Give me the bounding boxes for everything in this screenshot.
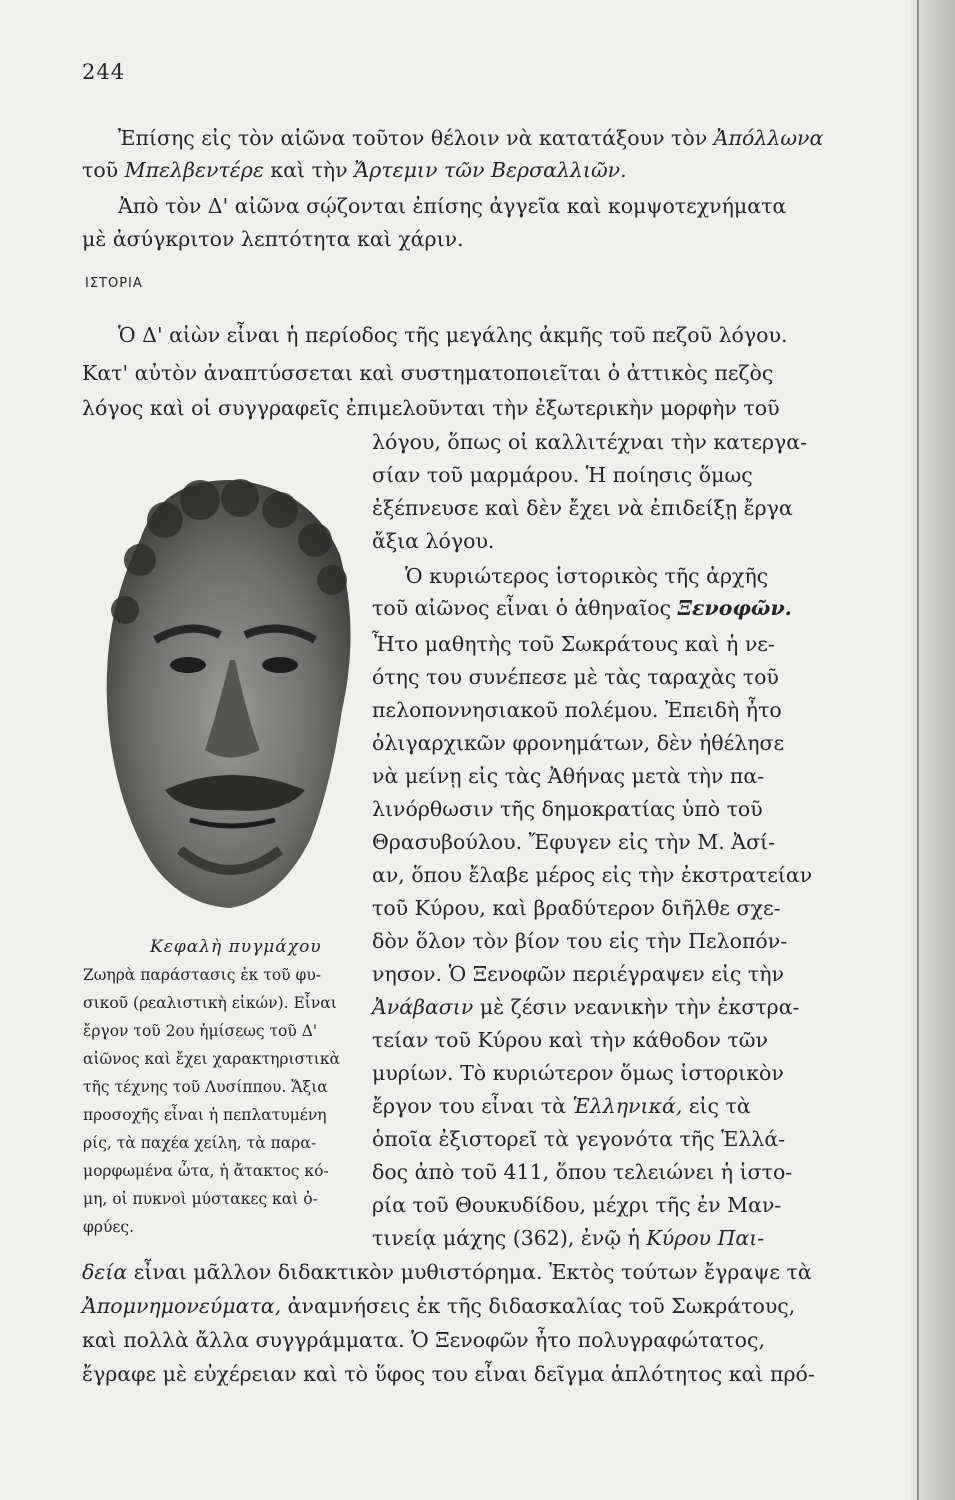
column-line: πελοποννησιακοῦ πολέμου. Ἐπειδὴ ἦτο — [372, 698, 782, 722]
column-line: ὁποῖα ἐξιστορεῖ τὰ γεγονότα τῆς Ἑλλά- — [372, 1127, 786, 1151]
body-line: Ὁ Δ' αἰὼν εἶναι ἡ περίοδος τῆς μεγάλης ἀκμῆς τοῦ πεζοῦ λόγου. — [118, 323, 788, 347]
intro-line-2: τοῦ Μπελβεντέρε καὶ τὴν Ἄρτεμιν τῶν Βερσαλλιῶν. — [82, 158, 627, 182]
column-line: τινείᾳ μάχης (362), ἐνῷ ἡ Κύρου Παι- — [372, 1226, 765, 1250]
caption-line: τῆς τέχνης τοῦ Λυσίππου. Ἄξια — [83, 1078, 328, 1096]
column-line: ἄξια λόγου. — [372, 529, 495, 553]
column-line: αν, ὅπου ἔλαβε μέρος εἰς τὴν ἐκστρατείαν — [372, 863, 813, 887]
column-line: λινόρθωσιν τῆς δημοκρατίας ὑπὸ τοῦ — [372, 797, 763, 821]
caption-line: μορφωμένα ὦτα, ἡ ἄτακτος κό- — [83, 1162, 329, 1180]
caption-line: Ζωηρὰ παράστασις ἐκ τοῦ φυ- — [83, 966, 322, 984]
column-line: τοῦ Κύρου, καὶ βραδύτερον διῆλθε σχε- — [372, 896, 781, 920]
body-line: Ἀπομνημονεύματα, ἀναμνήσεις ἐκ τῆς διδασκαλίας τοῦ Σωκράτους, — [82, 1294, 796, 1318]
column-line: δὸν ὅλον τὸν βίον του εἰς τὴν Πελοπόν- — [372, 929, 788, 953]
column-line: Ἦτο μαθητὴς τοῦ Σωκράτους καὶ ἡ νε- — [372, 632, 775, 656]
body-line: δεία εἶναι μᾶλλον διδακτικὸν μυθιστόρημα. Ἐκτὸς τούτων ἔγραψε τὰ — [82, 1260, 812, 1284]
intro-line-4: μὲ ἀσύγκριτον λεπτότητα καὶ χάριν. — [82, 227, 464, 251]
caption-line: μη, οἱ πυκνοὶ μύστακες καὶ ὀ- — [83, 1190, 318, 1208]
caption-line: φρύες. — [83, 1218, 135, 1236]
caption-title: Κεφαλὴ πυγμάχου — [150, 937, 322, 957]
section-heading: ΙΣΤΟΡΙΑ — [85, 276, 143, 291]
column-line: νὰ μείνῃ εἰς τὰς Ἀθήνας μετὰ τὴν πα- — [372, 764, 765, 788]
column-line: λόγου, ὅπως οἱ καλλιτέχναι τὴν κατεργα- — [372, 430, 808, 454]
column-line: Ὁ κυριώτερος ἱστορικὸς τῆς ἀρχῆς — [405, 564, 769, 588]
column-line: ἔργον του εἶναι τὰ Ἑλληνικά, εἰς τὰ — [372, 1094, 751, 1118]
column-line: ἐξέπνευσε καὶ δὲν ἔχει νὰ ἐπιδείξῃ ἔργα — [372, 496, 793, 520]
page-binding-line — [917, 0, 919, 1500]
page-number: 244 — [82, 60, 126, 84]
column-line: νησον. Ὁ Ξενοφῶν περιέγραψεν εἰς τὴν — [372, 962, 784, 986]
column-line: δος ἀπὸ τοῦ 411, ὅπου τελειώνει ἡ ἱστο- — [372, 1160, 793, 1184]
boxer-head-illustration — [80, 460, 362, 920]
body-line: Κατ' αὐτὸν ἀναπτύσσεται καὶ συστηματοποιεῖται ὁ ἀττικὸς πεζὸς — [82, 361, 774, 385]
body-line: καὶ πολλὰ ἄλλα συγγράμματα. Ὁ Ξενοφῶν ἦτο πολυγραφώτατος, — [82, 1328, 765, 1352]
column-line: ρία τοῦ Θουκυδίδου, μέχρι τῆς ἐν Μαν- — [372, 1193, 782, 1217]
column-line: Θρασυβούλου. Ἔφυγεν εἰς τὴν Μ. Ἀσί- — [372, 830, 776, 854]
column-line: Ἀνάβασιν μὲ ζέσιν νεανικὴν τὴν ἐκστρα- — [372, 995, 800, 1019]
caption-line: σικοῦ (ρεαλιστικὴ εἰκών). Εἶναι — [83, 994, 337, 1012]
intro-line-1: Ἐπίσης εἰς τὸν αἰῶνα τοῦτον θέλοιν νὰ κατατάξουν τὸν Ἀπόλλωνα — [118, 126, 824, 150]
body-line: λόγος καὶ οἱ συγγραφεῖς ἐπιμελοῦνται τὴν ἐξωτερικὴν μορφὴν τοῦ — [82, 396, 780, 420]
column-line: ὀλιγαρχικῶν φρονημάτων, δὲν ἠθέλησε — [372, 731, 785, 755]
caption-line: αἰῶνος καὶ ἔχει χαρακτηριστικὰ — [83, 1050, 341, 1068]
column-line: τοῦ αἰῶνος εἶναι ὁ ἀθηναῖος Ξενοφῶν. — [372, 596, 792, 620]
column-line: τείαν τοῦ Κύρου καὶ τὴν κάθοδον τῶν — [372, 1028, 768, 1052]
column-line: σίαν τοῦ μαρμάρου. Ἡ ποίησις ὅμως — [372, 463, 753, 487]
caption-line: προσοχῆς εἶναι ἡ πεπλατυμένη — [83, 1106, 327, 1124]
intro-line-3: Ἀπὸ τὸν Δ' αἰῶνα σῴζονται ἐπίσης ἀγγεῖα καὶ κομψοτεχνήματα — [118, 194, 787, 218]
body-line: ἔγραφε μὲ εὐχέρειαν καὶ τὸ ὕφος του εἶναι δεῖγμα ἁπλότητος καὶ πρό- — [82, 1362, 815, 1386]
column-line: μυρίων. Τὸ κυριώτερον ὅμως ἱστορικὸν — [372, 1061, 784, 1085]
caption-line: ρίς, τὰ παχέα χείλη, τὰ παρα- — [83, 1134, 317, 1152]
column-line: ότης του συνέπεσε μὲ τὰς ταραχὰς τοῦ — [372, 665, 779, 689]
caption-line: ἔργον τοῦ 2ου ἡμίσεως τοῦ Δ' — [83, 1022, 318, 1040]
